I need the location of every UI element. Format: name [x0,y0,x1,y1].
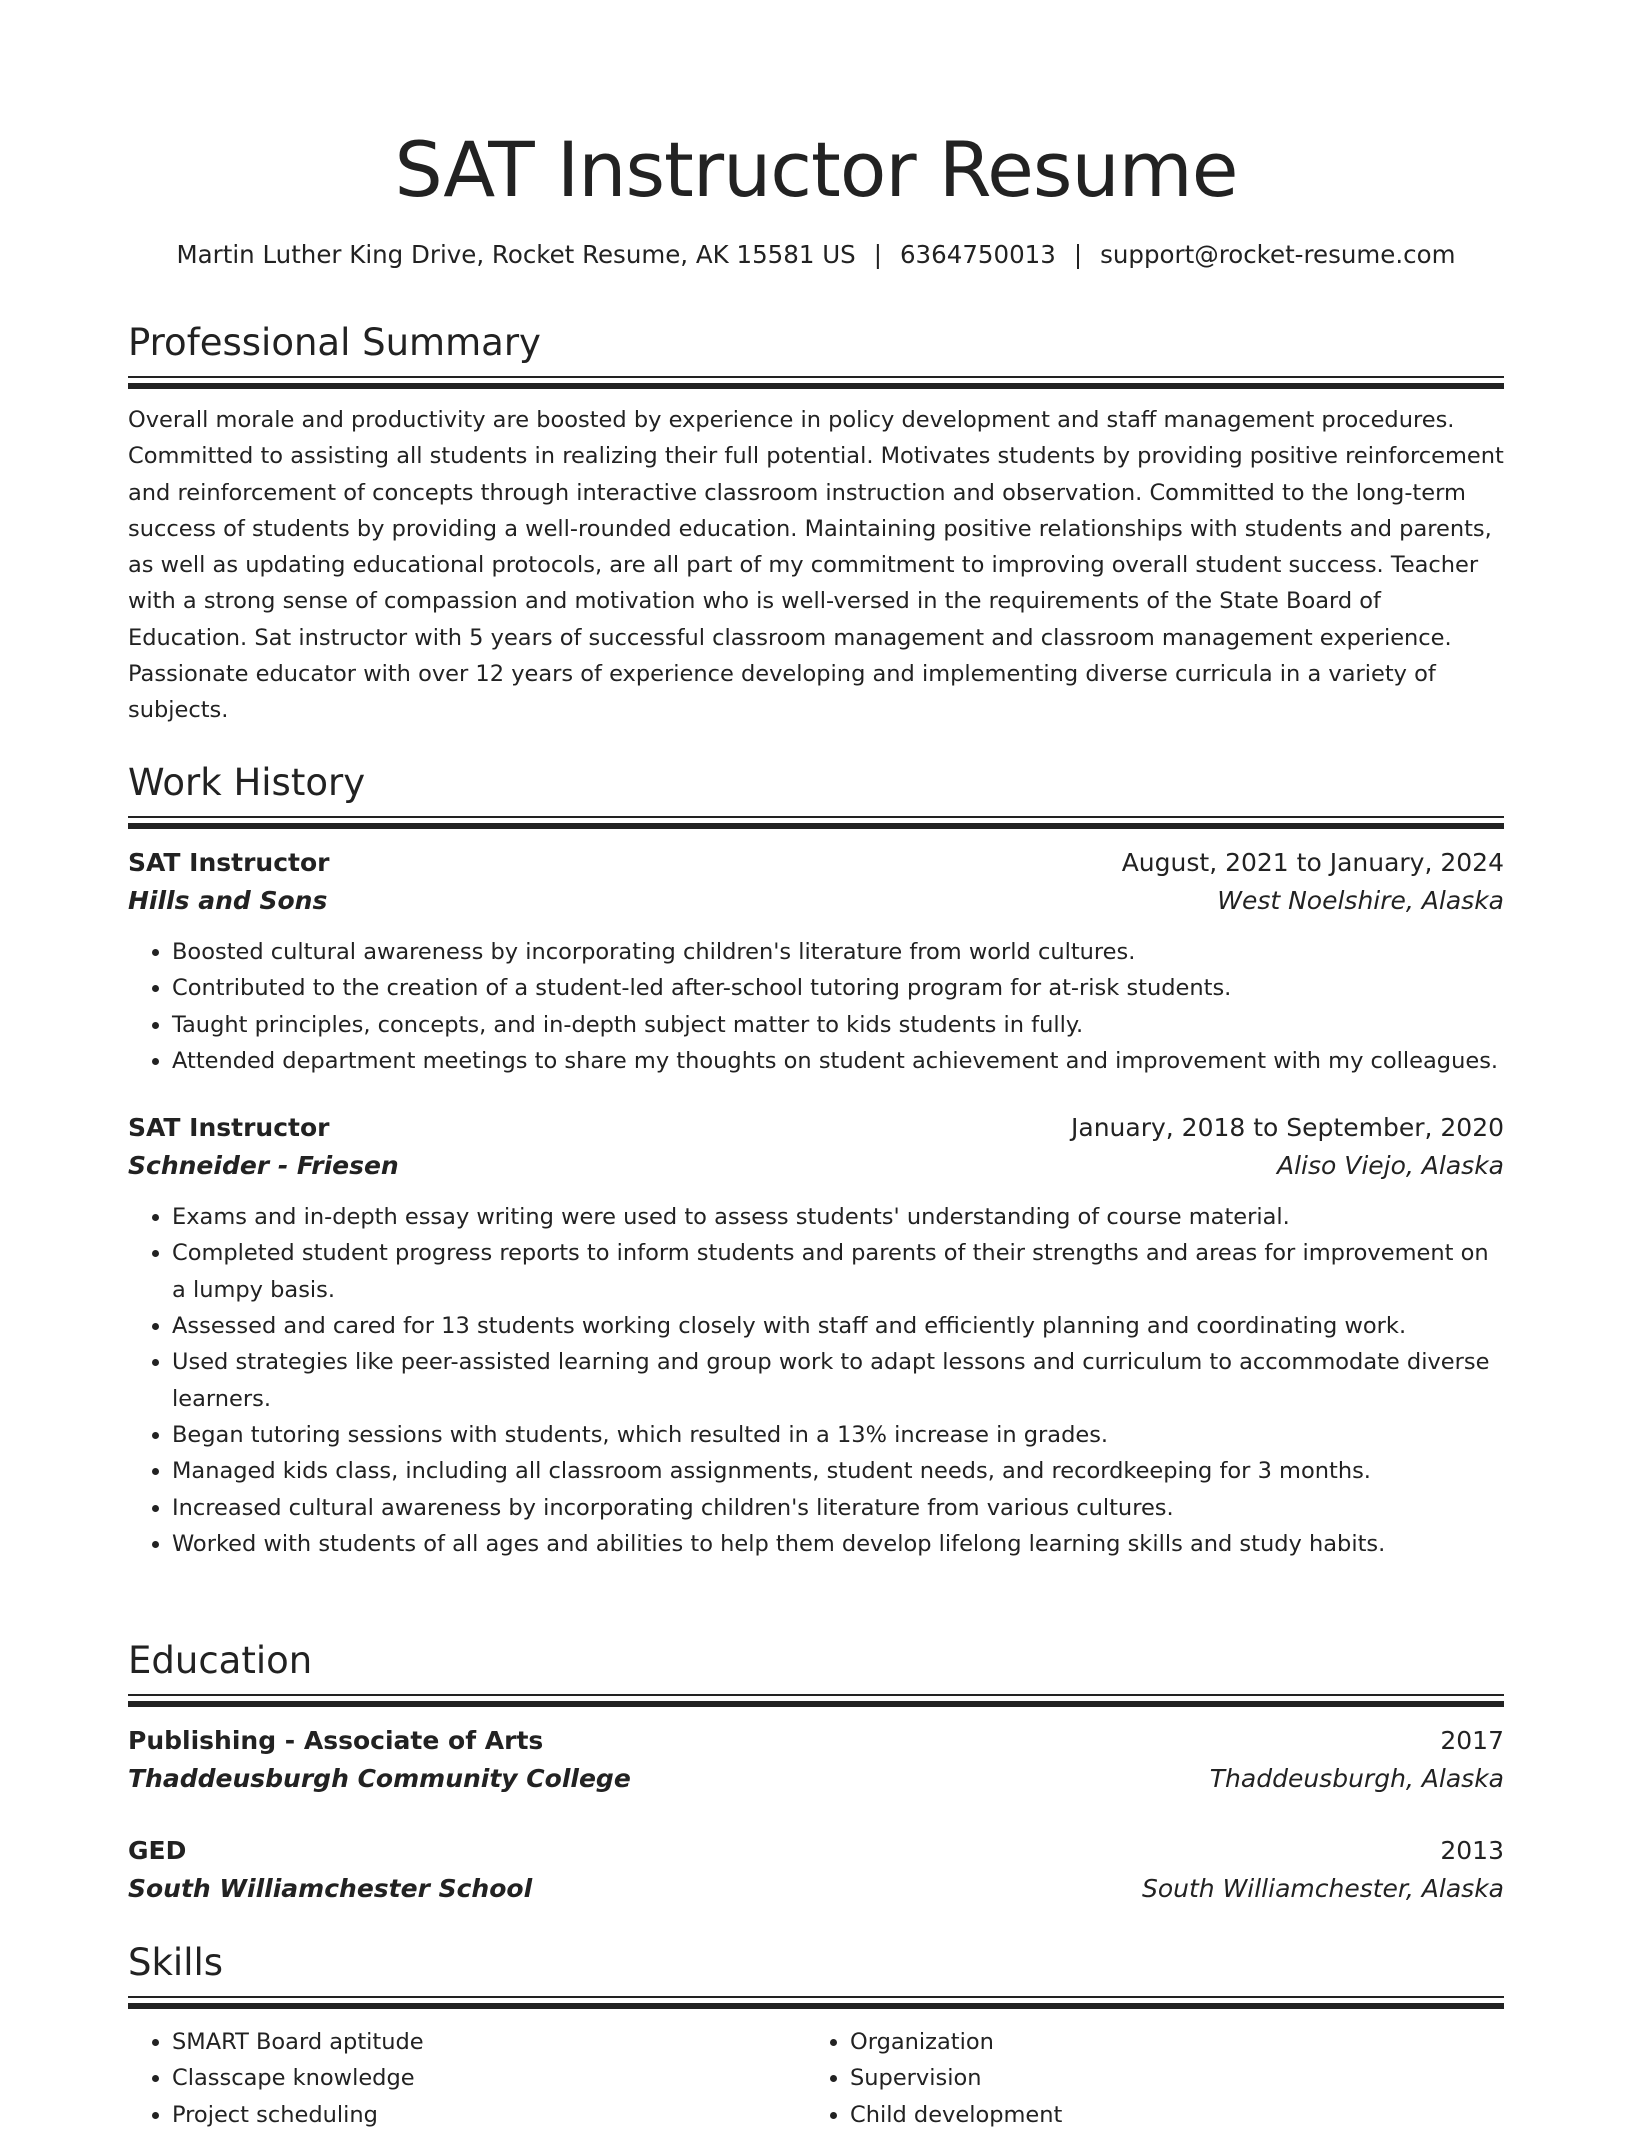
education-entry [128,1832,1504,1908]
list-item: • Organization [850,2024,1062,2060]
education-location: Thaddeusburgh, Alaska [1209,1764,1504,1793]
contact-separator: | [1073,240,1083,269]
list-item: • Exams and in-depth essay writing were used to assess students' understanding of course material. [172,1199,1504,1235]
job-dates: January, 2018 to September, 2020 [1071,1113,1504,1143]
job-header [128,844,1504,882]
education-subheader [128,1760,1504,1798]
list-item: • Used strategies like peer-assisted learning and group work to adapt lessons and curriculum to accommodate diverse learners. [172,1344,1504,1417]
section-divider [128,816,1504,830]
job-header [128,1109,1504,1147]
list-item: • Contributed to the creation of a student-led after-school tutoring program for at-risk students. [172,970,1504,1006]
job-entry [128,844,1504,1079]
job-dates: August, 2021 to January, 2024 [1121,848,1504,877]
list-item: • Assessed and cared for 13 students working closely with staff and efficiently planning and coordinating work. [172,1308,1504,1344]
job-location: Aliso Viejo, Alaska [1276,1151,1504,1181]
education-header [128,1832,1504,1870]
education-degree: GED [128,1836,187,1865]
job-subheader [128,882,1504,920]
summary-section [128,318,1504,729]
skills-list-left [128,2024,424,2133]
list-item: • Worked with students of all ages and abilities to help them develop lifelong learning skills and study habits. [172,1526,1504,1562]
section-divider [128,1694,1504,1708]
education-section [128,1636,1504,1908]
list-item: • Supervision [850,2060,1062,2096]
job-company: Schneider - Friesen [128,1151,399,1181]
education-school: Thaddeusburgh Community College [128,1764,631,1793]
skills-section [128,1938,1504,2144]
list-item: • Project scheduling [172,2097,424,2133]
section-heading: Education [128,1639,313,1682]
page-title: SAT Instructor Resume [394,125,1238,214]
job-bullets [128,934,1504,1079]
contact-line [128,238,1504,272]
education-school: South Williamchester School [128,1874,533,1903]
education-degree: Publishing - Associate of Arts [128,1726,544,1755]
summary-text: Overall morale and productivity are boosted by experience in policy development and staff management procedures. Committed to assisting all students in realizing their full potential. Motivates students by providing positive reinforcement and reinforcement of concepts through interactive classroom instruction and observation. Committed to the long-term success of students by providing a well-rounded education. Maintaining positive relationships with students and parents, as well as updating educational protocols, are all part of my commitment to improving overall student success. Teacher with a strong sense of compassion and motivation who is well-versed in the requirements of the State Board of Education. Sat instructor with 5 years of successful classroom management and classroom management experience. Passionate educator with over 12 years of experience developing and implementing diverse curricula in a variety of subjects. [128,407,1504,724]
list-item: • Completed student progress reports to inform students and parents of their strengths and areas for improvement on a lumpy basis. [172,1235,1504,1308]
education-subheader [128,1870,1504,1908]
education-year: 2017 [1440,1726,1504,1755]
section-heading: Professional Summary [128,321,541,364]
contact-address: Martin Luther King Drive, Rocket Resume, AK 15581 US [176,240,856,269]
list-item: • Increased cultural awareness by incorporating children's literature from various cultures. [172,1490,1504,1526]
education-entry [128,1722,1504,1798]
section-heading: Work History [128,761,366,804]
contact-email: support@rocket-resume.com [1100,240,1456,269]
list-item: • Classcape knowledge [172,2060,424,2096]
education-header [128,1722,1504,1760]
skills-columns [128,2024,1504,2144]
skills-list-right [806,2024,1062,2133]
job-bullets [128,1199,1504,1562]
list-item: • SMART Board aptitude [172,2024,424,2060]
job-title: SAT Instructor [128,848,330,877]
section-divider [128,376,1504,390]
contact-separator: | [873,240,882,269]
section-divider [128,1996,1504,2010]
list-item: • Taught principles, concepts, and in-depth subject matter to kids students in fully. [172,1007,1504,1043]
job-location: West Noelshire, Alaska [1217,886,1504,915]
work-section [128,758,1504,1562]
education-location: South Williamchester, Alaska [1141,1874,1504,1903]
list-item: • Managed kids class, including all classroom assignments, student needs, and recordkeeping for 3 months. [172,1453,1504,1489]
education-year: 2013 [1440,1836,1504,1865]
job-company: Hills and Sons [128,886,328,915]
list-item: • Child development [850,2097,1062,2133]
job-entry [128,1109,1504,1562]
list-item: • Boosted cultural awareness by incorporating children's literature from world cultures. [172,934,1504,970]
list-item: • Began tutoring sessions with students, which resulted in a 13% increase in grades. [172,1417,1504,1453]
contact-phone: 6364750013 [899,240,1056,269]
section-heading: Skills [128,1941,224,1984]
job-title: SAT Instructor [128,1113,330,1143]
job-subheader [128,1147,1504,1185]
list-item: • Attended department meetings to share my thoughts on student achievement and improvement with my colleagues. [172,1043,1504,1079]
